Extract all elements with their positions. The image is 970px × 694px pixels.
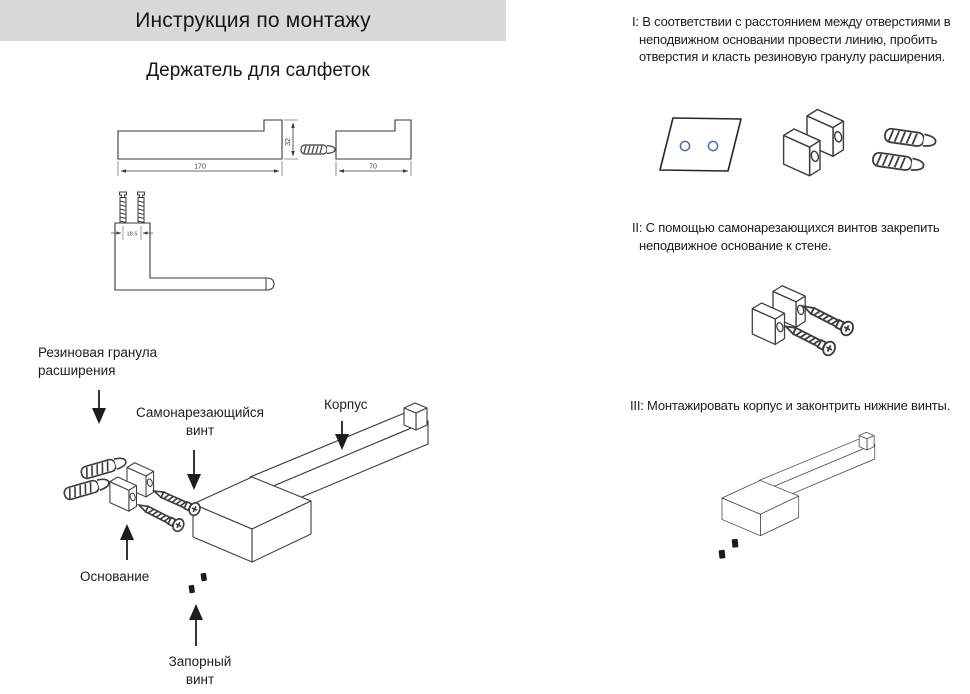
wall-anchor-icon xyxy=(872,152,924,172)
wall-anchor-icon xyxy=(884,128,936,148)
locking-screw-icon xyxy=(200,573,207,582)
screw-icon xyxy=(120,192,127,224)
technical-end-view xyxy=(301,120,411,176)
locking-screw-icon xyxy=(188,585,195,594)
label-body: Корпус xyxy=(324,397,368,412)
step2-illustration xyxy=(752,286,855,358)
label-base: Основание xyxy=(80,569,150,584)
wall-plate xyxy=(660,118,741,171)
label-rubber-plug: Резиновая гранула расширения xyxy=(38,345,158,379)
step3-illustration xyxy=(719,432,875,558)
holder-end-outline xyxy=(336,120,411,159)
product-subtitle: Держатель для салфеток xyxy=(146,60,370,81)
screw-icon xyxy=(783,320,838,357)
base-block-drawing xyxy=(110,463,154,511)
dim-depth-text: 70 xyxy=(369,163,377,171)
page-title: Инструкция по монтажу xyxy=(135,8,371,32)
dim-hole-spacing-text: 18.5 xyxy=(126,231,138,238)
screw-icon xyxy=(801,300,856,337)
technical-side-view xyxy=(118,120,298,176)
holder-top-outline xyxy=(115,223,274,290)
holder-profile-outline xyxy=(118,120,282,159)
holder-body-drawing xyxy=(722,432,875,535)
base-block-drawing xyxy=(784,110,844,176)
wall-anchor-icon xyxy=(301,145,335,154)
step-3-text: III: Монтажировать корпус и законтрить нижние винты. xyxy=(630,398,951,413)
wall-anchor-icon xyxy=(80,455,127,479)
label-self-tapping-screw: Самонарезающийся винт xyxy=(136,405,264,439)
wall-anchor-icon xyxy=(63,476,110,500)
locking-screw-icon xyxy=(732,539,739,548)
header-bar xyxy=(0,0,506,41)
step-2-text: II: С помощью самонарезающихся винтов закрепить неподвижное основание к стене. xyxy=(632,220,940,253)
dim-length-text: 170 xyxy=(194,163,206,171)
step1-illustration xyxy=(660,110,937,176)
label-locking-screw: Запорный винт xyxy=(168,654,232,688)
locking-screw-icon xyxy=(719,550,726,559)
technical-top-view xyxy=(111,192,274,290)
screw-icon xyxy=(138,192,145,224)
step-1-text: I: В соответствии с расстоянием между отверстиями в неподвижном основании провести линию, пробить отверстия и класть резиновую гранулу расширения. xyxy=(632,14,951,65)
dim-height-text: 32 xyxy=(285,138,292,146)
